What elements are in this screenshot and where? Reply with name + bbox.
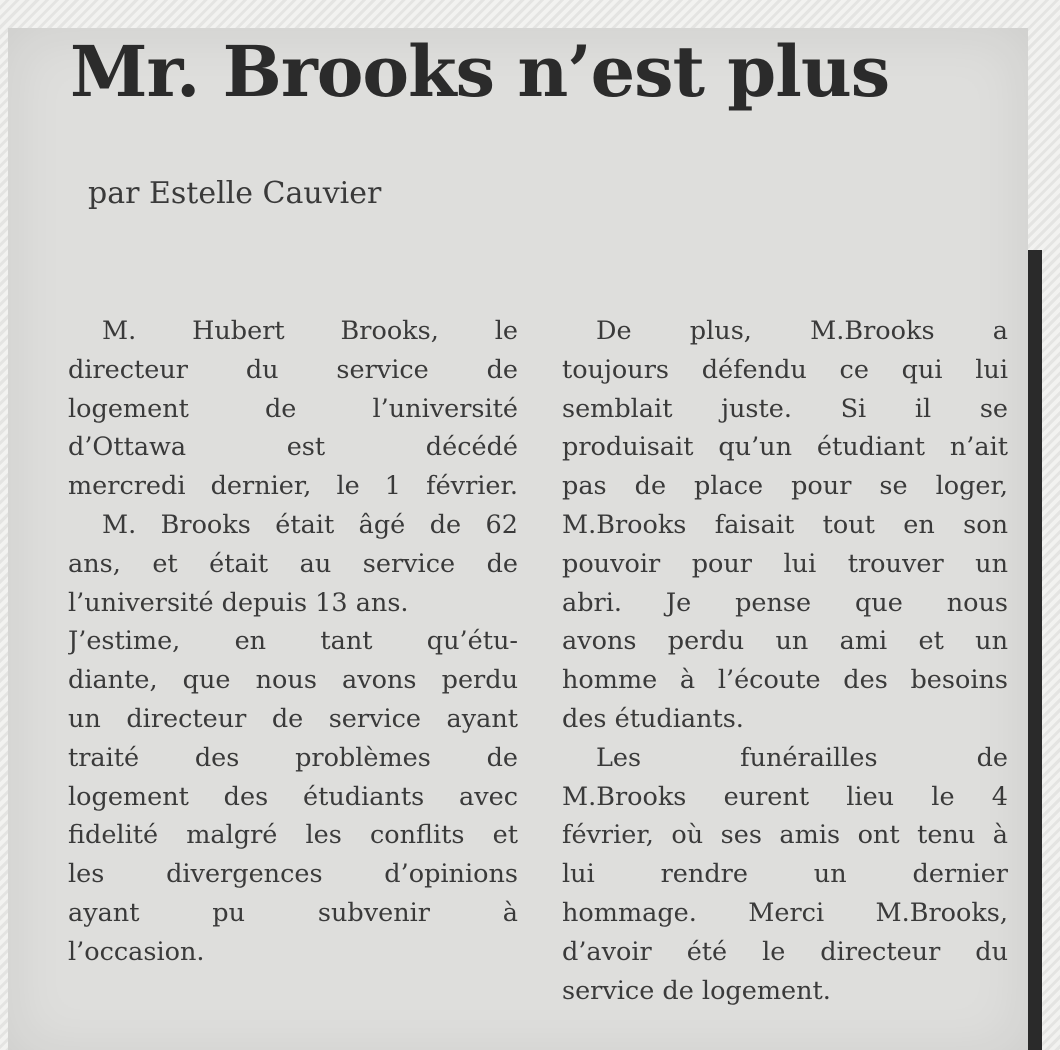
text-line: d’Ottawa est décédé <box>68 432 518 463</box>
text-line: pas de place pour se loger, <box>562 471 1008 502</box>
text-line: logement des étudiants avec <box>68 781 518 812</box>
text-line: pouvoir pour lui trouver un <box>562 548 1008 579</box>
text-line: directeur du service de <box>68 354 518 385</box>
text-line: toujours défendu ce qui lui <box>562 354 1008 385</box>
text-line: semblait juste. Si il se <box>562 393 1008 424</box>
text-line: logement de l’université <box>68 393 518 424</box>
text-line: M.Brooks eurent lieu le 4 <box>562 781 1008 812</box>
text-line: produisait qu’un étudiant n’ait <box>562 432 1008 463</box>
text-line: d’avoir été le directeur du <box>562 936 1008 967</box>
text-line: février, où ses amis ont tenu à <box>562 820 1008 851</box>
text-line: service de logement. <box>562 975 831 1006</box>
text-line: J’estime, en tant qu’étu- <box>68 626 518 657</box>
text-line: mercredi dernier, le 1 février. <box>68 471 518 502</box>
text-line: M. Brooks était âgé de 62 <box>102 509 518 540</box>
text-line: M. Hubert Brooks, le <box>102 316 518 346</box>
text-line: fidelité malgré les conflits et <box>68 820 518 851</box>
text-line: lui rendre un dernier <box>562 859 1008 890</box>
text-line: homme à l’écoute des besoins <box>562 665 1008 696</box>
text-line: les divergences d’opinions <box>68 859 518 890</box>
text-line: avons perdu un ami et un <box>562 626 1008 657</box>
text-line: l’université depuis 13 ans. <box>68 587 409 618</box>
article-column-right <box>562 312 1008 1010</box>
text-line: traité des problèmes de <box>68 742 518 773</box>
byline: par Estelle Cauvier <box>88 176 382 211</box>
text-line: De plus, M.Brooks a <box>596 316 1008 346</box>
text-line: M.Brooks faisait tout en son <box>562 509 1008 540</box>
text-line: Les funérailles de <box>596 742 1008 773</box>
text-line: un directeur de service ayant <box>68 703 518 734</box>
text-line: abri. Je pense que nous <box>562 587 1008 618</box>
article-column-left <box>68 312 518 972</box>
text-line: l’occasion. <box>68 936 205 967</box>
text-line: ans, et était au service de <box>68 548 518 579</box>
text-line: hommage. Merci M.Brooks, <box>562 897 1008 928</box>
text-line: diante, que nous avons perdu <box>68 665 518 696</box>
text-line: des étudiants. <box>562 703 744 734</box>
headline: Mr. Brooks n’est plus <box>70 30 890 113</box>
column-rule <box>1028 250 1042 1050</box>
text-line: ayant pu subvenir à <box>68 897 518 928</box>
